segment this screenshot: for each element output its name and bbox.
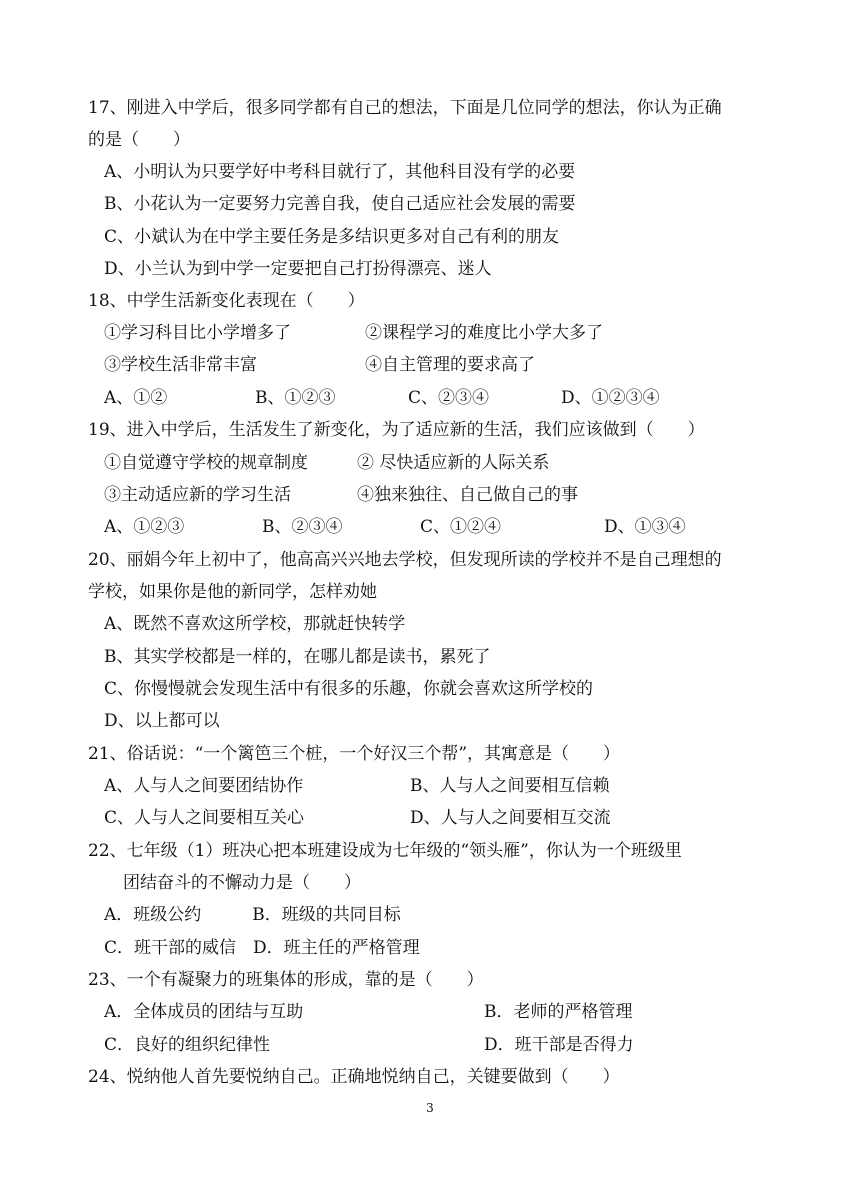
page-number: 3: [426, 1101, 434, 1115]
q18-option-a: A、①②: [104, 388, 168, 408]
q21-option-a: A、人与人之间要团结协作: [104, 776, 304, 796]
q21-option-c: C、人与人之间要相互关心: [104, 808, 305, 828]
q17-option-b: B、小花认为一定要努力完善自我，使自己适应社会发展的需要: [104, 194, 576, 214]
q20-option-c: C、你慢慢就会发现生活中有很多的乐趣，你就会喜欢这所学校的: [104, 679, 594, 699]
q18-stem: 18、中学生活新变化表现在（ ）: [88, 291, 365, 311]
q23-option-b: B．老师的严格管理: [484, 1002, 633, 1022]
q20-option-d: D、以上都可以: [104, 711, 220, 731]
q19-statement-2: ② 尽快适应新的人际关系: [357, 453, 550, 473]
q23-stem: 23、一个有凝聚力的班集体的形成，靠的是（ ）: [88, 970, 484, 990]
q21-option-b: B、人与人之间要相互信赖: [410, 776, 610, 796]
q20-stem-line1: 20、丽娟今年上初中了，他高高兴兴地去学校，但发现所读的学校并不是自己理想的: [88, 550, 722, 570]
q22-stem-line1: 22、七年级（1）班决心把本班建设成为七年级的“领头雁”，你认为一个班级里: [88, 841, 682, 861]
q19-statement-4: ④独来独往、自己做自己的事: [357, 485, 578, 505]
q18-statement-2: ②课程学习的难度比小学大多了: [365, 323, 603, 343]
q18-statement-4: ④自主管理的要求高了: [365, 355, 535, 375]
q21-option-d: D、人与人之间要相互交流: [410, 808, 611, 828]
q22-options-line2: C．班干部的威信 D．班主任的严格管理: [104, 938, 420, 958]
q19-option-c: C、①②④: [420, 517, 502, 537]
q20-stem-line2: 学校，如果你是他的新同学，怎样劝她: [88, 582, 377, 602]
q20-option-a: A、既然不喜欢这所学校，那就赶快转学: [104, 614, 406, 634]
q18-option-b: B、①②③: [255, 388, 336, 408]
q20-option-b: B、其实学校都是一样的，在哪儿都是读书，累死了: [104, 647, 491, 667]
q18-statement-3: ③学校生活非常丰富: [104, 355, 257, 375]
q17-stem-line1: 17、刚进入中学后，很多同学都有自己的想法，下面是几位同学的想法，你认为正确: [88, 98, 722, 118]
q17-option-d: D、小兰认为到中学一定要把自己打扮得漂亮、迷人: [104, 259, 492, 279]
q23-option-a: A．全体成员的团结与互助: [104, 1002, 304, 1022]
q21-stem: 21、俗话说：“一个篱笆三个桩，一个好汉三个帮”，其寓意是（ ）: [88, 744, 621, 764]
q17-stem-line2: 的是（ ）: [88, 130, 190, 150]
q22-options-line1: A．班级公约 B．班级的共同目标: [104, 905, 401, 925]
q19-option-d: D、①③④: [604, 517, 686, 537]
q18-statement-1: ①学习科目比小学增多了: [104, 323, 291, 343]
q19-statement-1: ①自觉遵守学校的规章制度: [104, 453, 308, 473]
q24-stem: 24、悦纳他人首先要悦纳自己。正确地悦纳自己，关键要做到（ ）: [88, 1067, 620, 1087]
q19-statement-3: ③主动适应新的学习生活: [104, 485, 291, 505]
q17-option-a: A、小明认为只要学好中考科目就行了，其他科目没有学的必要: [104, 162, 576, 182]
q23-option-d: D．班干部是否得力: [484, 1035, 634, 1055]
q17-option-c: C、小斌认为在中学主要任务是多结识更多对自己有利的朋友: [104, 227, 560, 247]
q18-option-c: C、②③④: [408, 388, 490, 408]
q23-option-c: C．良好的组织纪律性: [104, 1035, 271, 1055]
q22-stem-line2: 团结奋斗的不懈动力是（ ）: [123, 873, 361, 893]
q19-stem: 19、进入中学后，生活发生了新变化，为了适应新的生活，我们应该做到（ ）: [88, 420, 705, 440]
q19-option-b: B、②③④: [262, 517, 343, 537]
q19-option-a: A、①②③: [104, 517, 185, 537]
q18-option-d: D、①②③④: [561, 388, 660, 408]
